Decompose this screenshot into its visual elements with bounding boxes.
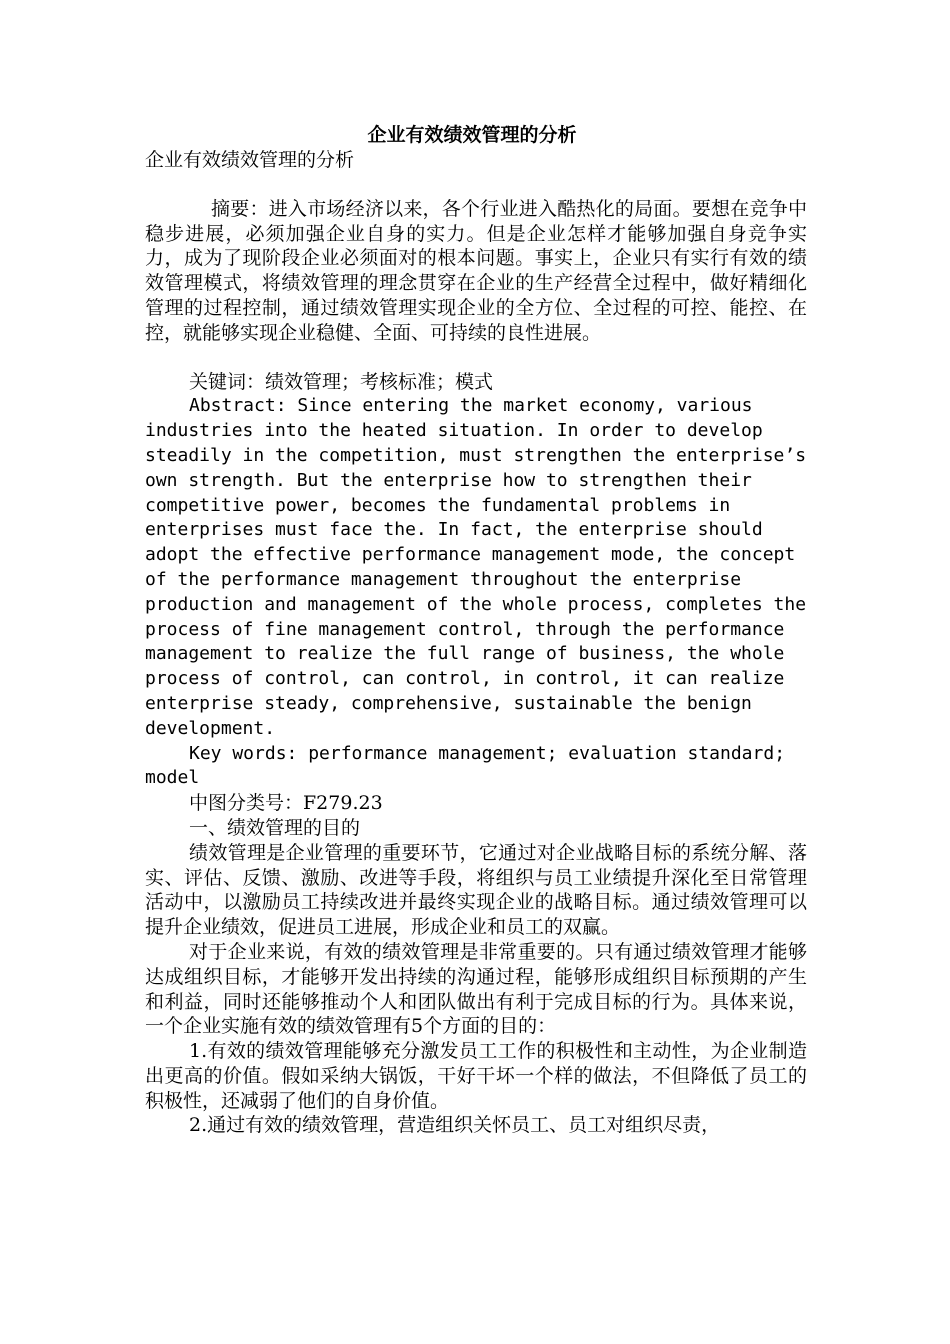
document-page [145,122,817,1138]
body-paragraph: 2.通过有效的绩效管理，营造组织关怀员工、员工对组织尽责， [189,1114,721,1137]
body-paragraph: 对于企业来说，有效的绩效管理是非常重要的。只有通过绩效管理才能够达成组织目标，才能够开发出持续的沟通过程，能够形成组织目标预期的产生和利益，同时还能够推动个人和团队做出有利于完成目标的行为。具体来说，一个企业实施有效的绩效管理有5个方面的目的： [145,940,807,1038]
body-paragraph: 1.有效的绩效管理能够充分激发员工工作的积极性和主动性，为企业制造出更高的价值。假如采纳大锅饭，干好干坏一个样的做法，不但降低了员工的积极性，还减弱了他们的自身价值。 [145,1040,807,1112]
body-paragraph: 绩效管理是企业管理的重要环节，它通过对企业战略目标的系统分解、落实、评估、反馈、激励、改进等手段，将组织与员工业绩提升深化至日常管理活动中，以激励员工持续改进并最终实现企业的战略目标。通过绩效管理可以提升企业绩效，促进员工进展，形成企业和员工的双赢。 [145,841,807,939]
keywords-en: Key words: performance management; evaluation standard; model [145,742,796,789]
classification-number: 中图分类号：F279.23 [189,792,383,815]
keywords-cn: 关键词：绩效管理；考核标准；模式 [189,370,494,393]
document-subtitle: 企业有效绩效管理的分析 [145,149,355,171]
abstract-cn: 摘要：进入市场经济以来，各个行业进入酷热化的局面。要想在竞争中稳步进展，必须加强企业自身的实力。但是企业怎样才能够加强自身竞争实力，成为了现阶段企业必须面对的根本问题。事实上，企业只有实行有效的绩效管理模式，将绩效管理的理念贯穿在企业的生产经营全过程中，做好精细化管理的过程控制，通过绩效管理实现企业的全方位、全过程的可控、能控、在控，就能够实现企业稳健、全面、可持续的良性进展。 [145,197,807,344]
spacer [145,173,807,197]
abstract-en: Abstract: Since entering the market economy, various industries into the heated situation. In order to develop steadily in the competition, must strengthen the enterprise’s own strength. But the enterprise how to strengthen their competitive power, becomes the fundamental problems in enterprises must face the. In fact, the enterprise should adopt the effective performance management mode, the concept of the performance management throughout the enterprise production and management of the whole process, completes the process of fine management control, through the performance management to realize the full range of business, the whole process of control, can control, in control, it can realize enterprise steady, comprehensive, sustainable the benign development. [145,395,817,739]
section-heading: 一、绩效管理的目的 [189,816,361,839]
spacer [145,346,807,370]
document-title: 企业有效绩效管理的分析 [367,124,577,146]
